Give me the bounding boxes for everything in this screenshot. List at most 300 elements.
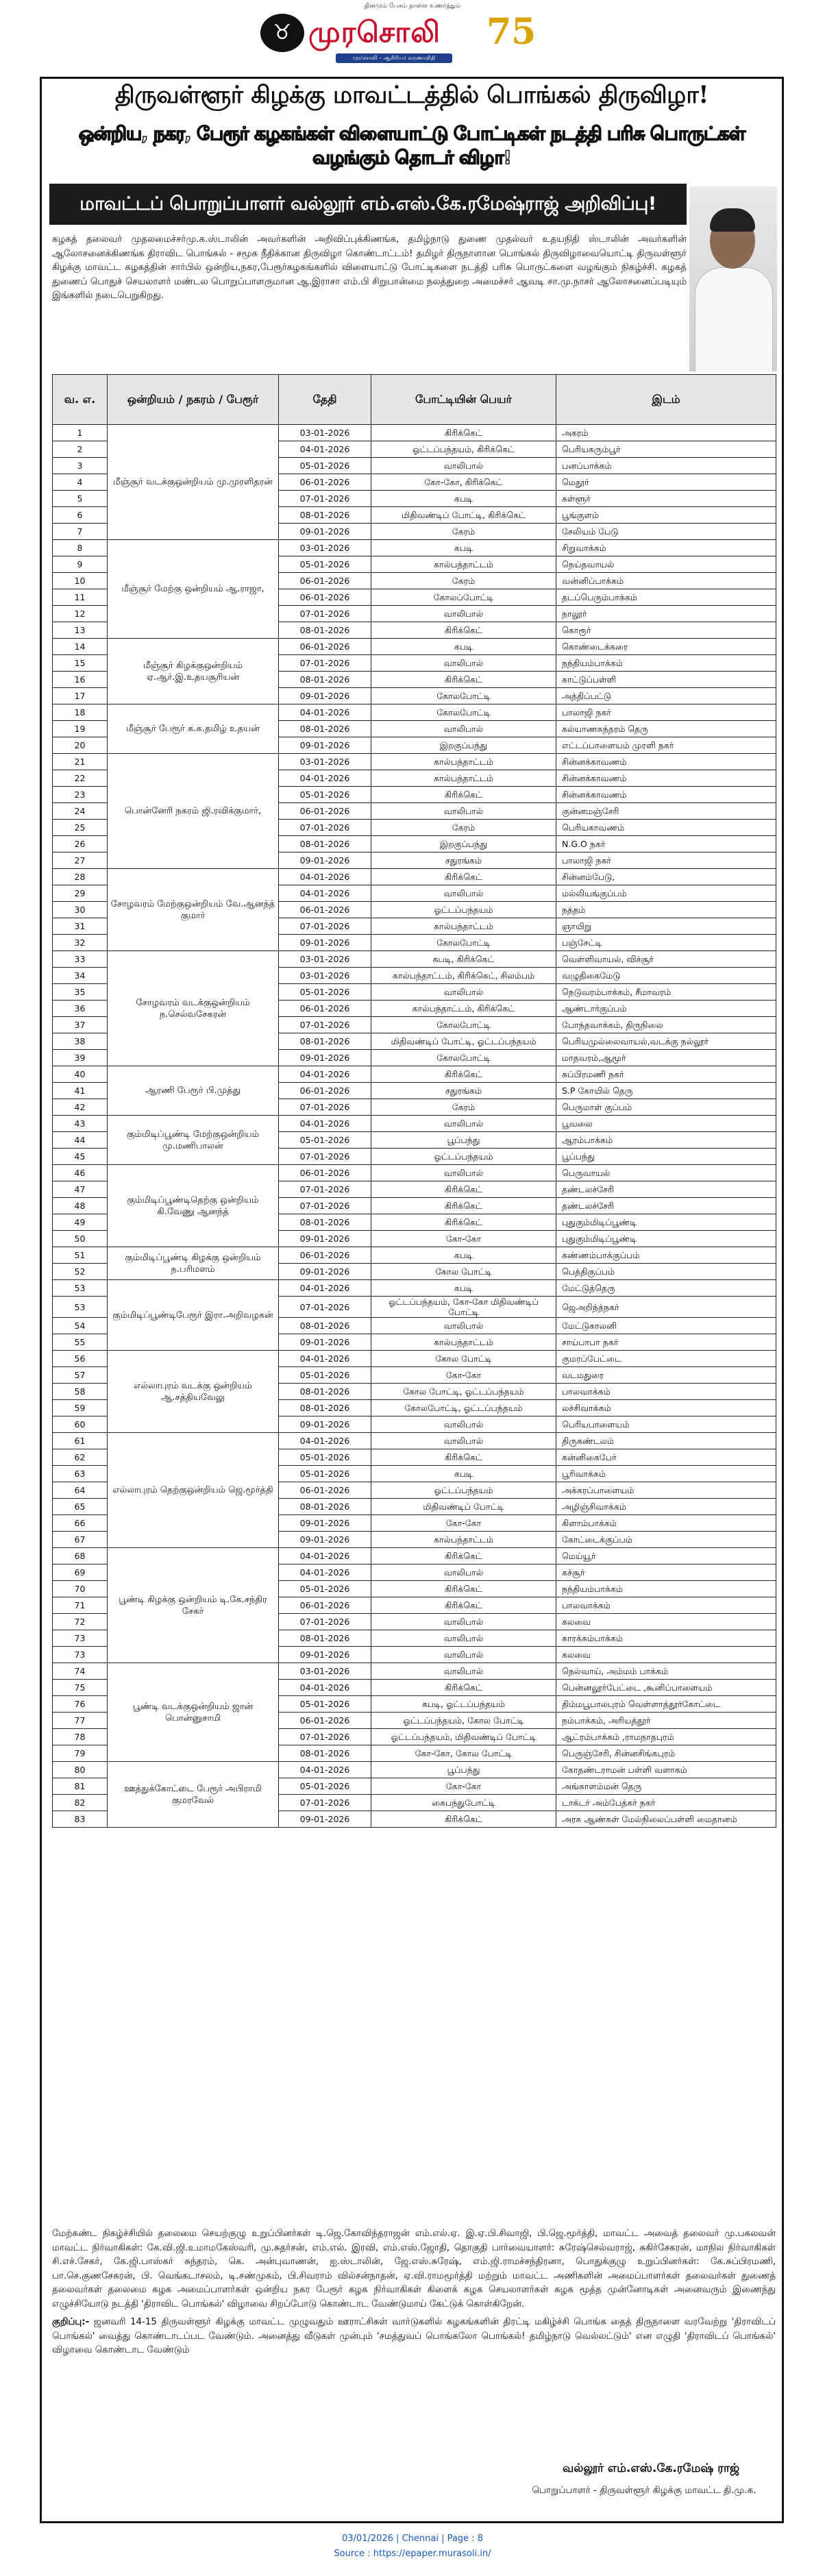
event-date: 09-01-2026 [279,1532,371,1548]
event-date: 08-01-2026 [279,1499,371,1515]
event-activity: வாலிபால் [371,458,556,474]
event-date: 06-01-2026 [279,902,371,918]
event-date: 09-01-2026 [279,1811,371,1828]
row-number: 73 [53,1630,108,1647]
event-date: 06-01-2026 [279,1165,371,1181]
event-venue: கலவை [556,1647,776,1663]
event-date: 05-01-2026 [279,787,371,803]
event-date: 04-01-2026 [279,1548,371,1565]
event-date: 07-01-2026 [279,491,371,507]
row-number: 53 [53,1297,108,1318]
event-date: 09-01-2026 [279,1515,371,1532]
source-bar [0,2531,825,2562]
event-date: 06-01-2026 [279,1597,371,1614]
event-venue: சின்னம்பேடு, [556,869,776,885]
event-date: 08-01-2026 [279,1318,371,1334]
row-number: 42 [53,1099,108,1116]
event-activity: கிரிக்கெட் [371,1597,556,1614]
event-date: 05-01-2026 [279,1778,371,1795]
event-venue: வெள்ளிவாயல், விச்சூர் [556,951,776,968]
district-name: மீஞ்சூர் வடக்குஒன்றியம் மு.முரளிதரன் [108,425,279,540]
event-date: 04-01-2026 [279,885,371,902]
event-venue: பாலாஜி நகர் [556,852,776,869]
row-number: 57 [53,1367,108,1384]
row-number: 58 [53,1384,108,1400]
event-date: 06-01-2026 [279,803,371,820]
event-activity: வாலிபால் [371,655,556,672]
event-date: 07-01-2026 [279,1017,371,1033]
event-date: 04-01-2026 [279,704,371,721]
row-number: 70 [53,1581,108,1597]
event-activity: கபடி [371,1247,556,1264]
event-venue: அகரம் [556,425,776,441]
event-venue: மேட்டுகாலனி [556,1318,776,1334]
event-activity: வாலிபால் [371,1630,556,1647]
row-number: 20 [53,737,108,754]
event-date: 07-01-2026 [279,1297,371,1318]
row-number: 27 [53,852,108,869]
event-activity: மிதிவண்டிப் போட்டி, ஓட்டப்பந்தயம் [371,1033,556,1050]
row-number: 65 [53,1499,108,1515]
signoff-title: பொறுப்பாளர் - திருவள்ளூர் கிழக்கு மாவட்ட தி.மு.க. [532,2485,756,2496]
event-activity: கிரிக்கெட் [371,1449,556,1466]
event-venue: பெத்திகுப்பம் [556,1264,776,1280]
event-date: 06-01-2026 [279,573,371,589]
event-date: 09-01-2026 [279,852,371,869]
row-number: 37 [53,1017,108,1033]
event-activity: கிரிக்கெட் [371,1214,556,1231]
event-venue: ஆண்டார்குப்பம் [556,1001,776,1017]
event-date: 04-01-2026 [279,1066,371,1083]
row-number: 67 [53,1532,108,1548]
event-date: 07-01-2026 [279,1795,371,1811]
event-date: 04-01-2026 [279,1351,371,1367]
event-activity: கபடி [371,1466,556,1482]
row-number: 71 [53,1597,108,1614]
event-activity: கிரிக்கெட் [371,1680,556,1696]
masthead-strip: முரசொலி – ஆசிரியர் கருணாநிதி [336,53,452,63]
district-name: மீஞ்சூர் பேரூர் க.சு.தமிழ் உதயன் [108,704,279,754]
row-number: 79 [53,1745,108,1762]
event-activity: வாலிபால் [371,1565,556,1581]
event-venue: மேட்டுத்தெரு [556,1280,776,1297]
masthead [260,11,565,66]
district-name: கும்மிடிப்பூண்டிதெற்கு ஒன்றியம் கி.வேணு ஆனந்த் [108,1165,279,1247]
row-number: 54 [53,1318,108,1334]
header-activity: போட்டியின் பெயர் [371,375,556,425]
event-activity: வாலிபால் [371,1116,556,1132]
event-activity: கோலபோட்டி [371,935,556,951]
footer-note [52,2316,776,2358]
event-date: 07-01-2026 [279,1181,371,1198]
source-link[interactable]: Source : https://epaper.murasoli.in/ [334,2549,491,2559]
row-number: 66 [53,1515,108,1532]
intro-paragraph: கழகத் தலைவர் முதலமைச்சர்மு.க.ஸ்டாலின் அவர்களின் அறிவிப்புக்கிணங்க, தமிழ்நாடு துணை முதல்வர் உதயநிதி ஸ்டாலின் அவர்களின் ஆலோசனைக்கிணங்க திராவிட பொங்கல் - சமூக நீதிக்கான திருவிழா கொண்டாட்டம்! தமிழர் திருநாளான பொங்கல் திருவிழாவையொட்டி திருவள்ளூர் கிழக்கு மாவட்ட கழகத்தின் சார்பில் ஒன்றிய,நகர,பேரூர்கழகங்களில் விளையாட்டு போட்டிகளை நடத்தி பரிசு பொருட்களை வழங்கும் நிகழ்ச்சி. கழகத் துணைப் பொதுச் செயலாளர் மண்டல பொறுப்பாளருமான ஆ.இராசா எம்.பி சிறுபான்மை நலத்துறை அமைச்சர் ஆவடி சா.மு.நாசர் ஆலோசனைப்படியும் இங்களில் நடைபெறுகிறது. [52,234,687,301]
event-activity: கோலப்போட்டி [371,589,556,606]
event-date: 08-01-2026 [279,721,371,737]
footer-paragraph-2: ஜனவரி 14-15 திருவள்ளூர் கிழக்கு மாவட்ட முழுவதும் ஊராட்சிகள் வார்டுகளில் கழகங்களின் திரட்டி மகிழ்ச்சி பொங்க தைத் திருநாளை வரவேற்று 'திராவிடப் பொங்கல்' வைத்து கொண்டாடப்பட வேண்டும். அனைத்து வீடுகள் முன்பும் 'சமத்துவப் பொங்கலோ பொங்கல்! தமிழ்நாடு வெல்லட்டும்' என எழுதி 'திராவிடப் பொங்கல்' விழாவை கொண்டாட வேண்டும் [52,2317,776,2355]
event-venue: கொண்டைக்கரை [556,639,776,655]
event-date: 04-01-2026 [279,869,371,885]
row-number: 26 [53,836,108,852]
row-number: 30 [53,902,108,918]
event-activity: கோலபோட்டி [371,688,556,704]
district-name: எல்லாபுரம் வடக்கு ஒன்றியம் ஆ.சத்தியவேலு [108,1351,279,1433]
event-date: 04-01-2026 [279,1762,371,1778]
row-number: 55 [53,1334,108,1351]
table-row [53,754,776,770]
event-date: 05-01-2026 [279,1581,371,1597]
event-venue: ஞாயிறு [556,918,776,935]
row-number: 46 [53,1165,108,1181]
event-date: 08-01-2026 [279,836,371,852]
event-venue: சிறுவாக்கம் [556,540,776,556]
row-number: 81 [53,1778,108,1795]
event-date: 03-01-2026 [279,951,371,968]
row-number: 25 [53,820,108,836]
row-number: 17 [53,688,108,704]
event-venue: வழுதிகைமேடு [556,968,776,984]
event-activity: கோலபோட்டி [371,1050,556,1066]
row-number: 74 [53,1663,108,1680]
event-activity: கிரிக்கெட் [371,787,556,803]
event-date: 06-01-2026 [279,1083,371,1099]
district-name: எல்லாபுரம் தெற்குஒன்றியம் ஜெ.மூர்த்தி [108,1433,279,1548]
event-venue: அழிஞ்சிவாக்கம் [556,1499,776,1515]
event-date: 04-01-2026 [279,1680,371,1696]
event-date: 09-01-2026 [279,1334,371,1351]
event-activity: கபடி [371,540,556,556]
row-number: 59 [53,1400,108,1416]
event-activity: கேரம் [371,820,556,836]
event-activity: வாலிபால் [371,984,556,1001]
row-number: 13 [53,622,108,639]
table-header-row [53,375,776,425]
event-date: 07-01-2026 [279,1614,371,1630]
anniversary-badge: 75 [487,11,537,53]
event-activity: வாலிபால் [371,1433,556,1449]
event-venue: லச்சிவாக்கம் [556,1400,776,1416]
notice-subtitle: ஒன்றிய, நகர, பேரூர் கழகங்கள் விளையாட்டு போட்டிகள் நடத்தி பரிசு பொருட்கள் வழங்கும் தொடர் விழா! [78,123,746,169]
masthead-tagline: தினமும் பேசும் நாளை உணர்த்தும் [364,3,461,10]
event-activity: கிரிக்கெட் [371,1181,556,1198]
event-activity: கிரிக்கெட் [371,425,556,441]
event-date: 03-01-2026 [279,1663,371,1680]
event-venue: சேலியம் பேடு [556,524,776,540]
event-activity: கால்பந்தாட்டம் [371,1334,556,1351]
event-activity: சதுரங்கம் [371,1083,556,1099]
event-activity: கிரிக்கெட் [371,1198,556,1214]
event-activity: கோல போட்டி [371,1264,556,1280]
table-row [53,1762,776,1778]
row-number: 60 [53,1416,108,1433]
event-date: 05-01-2026 [279,1367,371,1384]
event-venue: அக்கரப்பாளையம் [556,1482,776,1499]
event-activity: கோ-கோ [371,1778,556,1795]
event-venue: S.P கோயில் தெரு [556,1083,776,1099]
event-activity: கபடி, கிரிக்கெட் [371,951,556,968]
event-date: 06-01-2026 [279,1001,371,1017]
event-venue: சாய்பாபா நகர் [556,1334,776,1351]
event-activity: வாலிபால் [371,885,556,902]
event-venue: அங்காளம்மன் தெரு [556,1778,776,1795]
row-number: 73 [53,1647,108,1663]
event-activity: வாலிபால் [371,803,556,820]
row-number: 52 [53,1264,108,1280]
event-activity: வாலிபால் [371,1165,556,1181]
event-date: 03-01-2026 [279,754,371,770]
event-activity: கோ-கோ [371,1367,556,1384]
event-activity: மிதிவண்டிப் போட்டி [371,1499,556,1515]
event-activity: ஓட்டப்பந்தயம் [371,1482,556,1499]
event-activity: பூப்பந்து [371,1132,556,1149]
event-date: 09-01-2026 [279,1647,371,1663]
header-district: ஒன்றியம் / நகரம் / பேரூர் [108,375,279,425]
event-venue: கண்ணம்பாக்குப்பம் [556,1247,776,1264]
event-activity: கேரம் [371,573,556,589]
event-date: 04-01-2026 [279,1116,371,1132]
event-activity: ஓட்டப்பந்தயம் [371,902,556,918]
table-row [53,951,776,968]
event-activity: கால்பந்தாட்டம் [371,754,556,770]
row-number: 78 [53,1729,108,1745]
row-number: 64 [53,1482,108,1499]
event-venue: கோதண்டராமன் பள்ளி வளாகம் [556,1762,776,1778]
row-number: 45 [53,1149,108,1165]
event-activity: கோ-கோ [371,1515,556,1532]
row-number: 15 [53,655,108,672]
event-venue: கன்னிகைபேர் [556,1449,776,1466]
event-activity: கபடி [371,1280,556,1297]
event-venue: N.G.O நகர் [556,836,776,852]
event-date: 06-01-2026 [279,474,371,491]
event-activity: கோலபோட்டி, ஓட்டப்பந்தயம் [371,1400,556,1416]
event-activity: கிரிக்கெட் [371,1811,556,1828]
event-venue: பென்னலூர்பேட்டை ,கூனிப்பாளையம் [556,1680,776,1696]
event-venue: மெதூர் [556,474,776,491]
header-no: வ. எ. [53,375,108,425]
event-date: 04-01-2026 [279,770,371,787]
event-venue: மல்லியங்குப்பம் [556,885,776,902]
event-venue: டாக்டர் அம்பேத்கர் நகர் [556,1795,776,1811]
event-venue: ஜெஅறிந்த்நகர் [556,1297,776,1318]
event-date: 03-01-2026 [279,540,371,556]
event-activity: கேரம் [371,1099,556,1116]
event-activity: வாலிபால் [371,606,556,622]
table-row [53,540,776,556]
row-number: 11 [53,589,108,606]
event-date: 04-01-2026 [279,1433,371,1449]
event-venue: நெடுவரம்பாக்கம், சீமாவரம் [556,984,776,1001]
event-venue: பெரியகரும்பூர் [556,441,776,458]
event-venue: பூங்குளம் [556,507,776,524]
district-name: பூண்டி வடக்குஒன்றியம் ஜான் பொன்னுசாமி [108,1663,279,1762]
event-activity: இறகுப்பந்து [371,836,556,852]
row-number: 40 [53,1066,108,1083]
event-venue: ஆரம்பாக்கம் [556,1132,776,1149]
event-date: 05-01-2026 [279,1449,371,1466]
row-number: 38 [53,1033,108,1050]
district-name: கும்மிடிப்பூண்டி மேற்குஒன்றியம் மு.மணிபாலன் [108,1116,279,1165]
event-venue: குமரப்பேட்டை [556,1351,776,1367]
row-number: 43 [53,1116,108,1132]
event-venue: சின்னக்காவணம் [556,787,776,803]
event-venue: பெரியபாளையம் [556,1416,776,1433]
event-activity: கோலபோட்டி [371,1017,556,1033]
event-activity: கிரிக்கெட் [371,1581,556,1597]
event-date: 07-01-2026 [279,1729,371,1745]
event-date: 05-01-2026 [279,1466,371,1482]
event-venue: புதுகும்மிடிப்பூண்டி [556,1214,776,1231]
row-number: 4 [53,474,108,491]
row-number: 72 [53,1614,108,1630]
row-number: 48 [53,1198,108,1214]
event-venue: எட்டப்பாளையம் முரளி நகர் [556,737,776,754]
event-venue: மாதவரம்,ஆமூர் [556,1050,776,1066]
event-venue: நெல்வாய், அம்மம் பாக்கம் [556,1663,776,1680]
event-activity: கால்பந்தாட்டம் [371,556,556,573]
event-venue: மெய்யூர் [556,1548,776,1565]
event-date: 03-01-2026 [279,968,371,984]
footer-text [52,2227,776,2358]
row-number: 69 [53,1565,108,1581]
event-date: 07-01-2026 [279,820,371,836]
row-number: 2 [53,441,108,458]
event-venue: பூவலை [556,1116,776,1132]
notice-banner: மாவட்டப் பொறுப்பாளர் வல்லூர் எம்.எஸ்.கே.ரமேஷ்ராஜ் அறிவிப்பு! [49,184,687,225]
district-name: மீஞ்சூர் கிழக்குஒன்றியம் ஏ.ஆர்.இ.உதயசூரியன் [108,639,279,704]
event-date: 08-01-2026 [279,1214,371,1231]
row-number: 35 [53,984,108,1001]
header-venue: இடம் [556,375,776,425]
event-venue: கல்யாணசுந்தரம் தெரு [556,721,776,737]
event-activity: கேரம் [371,524,556,540]
event-venue: வடமதுரை [556,1367,776,1384]
event-activity: கால்பந்தாட்டம் [371,770,556,787]
table-row [53,1548,776,1565]
table-row [53,1663,776,1680]
row-number: 16 [53,672,108,688]
row-number: 1 [53,425,108,441]
district-name: மீஞ்சூர் மேற்கு ஒன்றியம் ஆ.ராஜா, [108,540,279,639]
row-number: 41 [53,1083,108,1099]
event-date: 05-01-2026 [279,984,371,1001]
row-number: 8 [53,540,108,556]
footer-paragraph-1: மேற்கண்ட நிகழ்ச்சியில் தலைமை செயற்குழு உறுப்பினர்கள் டி.ஜெ.கோவிந்தராஜன் எம்.எல்.ஏ. இ.ஏ.பி.சிவாஜி, பி.ஜெ.மூர்த்தி, மாவட்ட அவைத் தலைவர் மு.பகலவன் மாவட்ட நிர்வாகிகள்: கே.வி.ஜி.உமாமகேஸ்வரி, மு.சுதர்சன், எம்.எல். இரவி, எம்.எஸ்.ஜோதி, தொகுதி பார்வையாளர்: சுரேஷ்செல்வராஜ், சுகிர்சேகரன், மாநில நிர்வாகிகள் சி.எச்.சேகர், கே.ஜி.பாஸ்கர் சுந்தரம், கெ. அன்புவாணன், ஐ.ஸ்டாலின், ஜே.எஸ்.சுரேஷ், எம்.ஜி.ராமச்சந்திரனா, பொதுக்குழு உறுப்பினர்கள்: கே.சுப்பிரமணி, பா.செ.குணசேகரன், பி. வெங்கடாசலம், டி.சண்முகம், பி.சிவராம் வில்சன்நாதன், ஏ.வி.ராமமூர்த்தி மற்றும் மாவட்ட அணிகளின் அமைப்பாளர்கள் தலைவர்கள் துணைத் தலைவர்கள் தலைமை கழக அமைப்பாளர்கள் ஒன்றிய நகர பேரூர் கழக நிர்வாகிகள் கிளைக் கழக செயலாளர்கள் கழக மூத்த முன்னோடிகள் அனைவரும் இணைந்து எழுச்சியோடு நடத்தி 'திராவிட பொங்கல்' விழாவை சிறப்போடு கொண்டாட வேண்டுமாய் கேட்டுக் கொள்கிறேன். [52,2229,776,2309]
event-date: 06-01-2026 [279,589,371,606]
event-date: 09-01-2026 [279,1264,371,1280]
row-number: 80 [53,1762,108,1778]
row-number: 51 [53,1247,108,1264]
event-date: 09-01-2026 [279,935,371,951]
event-venue: நத்தம் [556,902,776,918]
row-number: 39 [53,1050,108,1066]
row-number: 36 [53,1001,108,1017]
event-venue: திம்மபூபாலபுரம் வெள்ளாத்தூர்கோட்டை [556,1696,776,1713]
event-date: 06-01-2026 [279,639,371,655]
event-activity: மிதிவண்டிப் போட்டி, கிரிக்கெட் [371,507,556,524]
event-venue: போந்தவாக்கம், திருநிலை [556,1017,776,1033]
event-venue: பெருவாயல் [556,1165,776,1181]
row-number: 10 [53,573,108,589]
event-venue: வன்னிப்பாக்கம் [556,573,776,589]
row-number: 21 [53,754,108,770]
event-date: 08-01-2026 [279,622,371,639]
event-venue: அரசு ஆண்கள் மேல்நிலைப்பள்ளி மைதானம் [556,1811,776,1828]
event-date: 09-01-2026 [279,737,371,754]
district-name: கும்மிடிப்பூண்டிபேரூர் இரா.அறிவழகன் [108,1280,279,1351]
event-venue: பெருமாள் குப்பம் [556,1099,776,1116]
event-activity: கால்பந்தாட்டம் [371,918,556,935]
event-activity: பூப்பந்து [371,1762,556,1778]
event-activity: கோல போட்டி [371,1351,556,1367]
district-name: ஊத்துக்கோட்டை பேரூர் அபிராமி குமரவேல் [108,1762,279,1828]
event-venue: கள்ளூர் [556,491,776,507]
event-venue: குன்னமஞ்சேரி [556,803,776,820]
event-date: 09-01-2026 [279,1231,371,1247]
row-number: 19 [53,721,108,737]
district-name: ஆரணி பேரூர் பி.முத்து [108,1066,279,1116]
row-number: 68 [53,1548,108,1565]
event-venue: ஆட்ரம்பாக்கம் ,ராமநாதபுரம் [556,1729,776,1745]
row-number: 82 [53,1795,108,1811]
row-number: 34 [53,968,108,984]
event-activity: கிரிக்கெட் [371,1066,556,1083]
district-name: சோழவரம் வடக்குஒன்றியம் ந.செல்வசேகரன் [108,951,279,1066]
row-number: 62 [53,1449,108,1466]
table-row [53,1247,776,1264]
event-activity: வாலிபால் [371,1318,556,1334]
district-name: பொன்னேரி நகரம் ஜி.ரவிக்குமார், [108,754,279,869]
event-venue: கோட்டைக்குப்பம் [556,1532,776,1548]
event-venue: நந்தியம்பாக்கம் [556,1581,776,1597]
event-activity: ஓட்டப்பந்தயம், கோ-கோ மிதிவண்டிப் போட்டி [371,1297,556,1318]
event-venue: நாலூர் [556,606,776,622]
row-number: 22 [53,770,108,787]
notice-title: திருவள்ளூர் கிழக்கு மாவட்டத்தில் பொங்கல் திருவிழா! [115,81,709,109]
table-row [53,1165,776,1181]
event-date: 05-01-2026 [279,556,371,573]
event-activity: வாலிபால் [371,1416,556,1433]
event-venue: கொரூர் [556,622,776,639]
event-date: 08-01-2026 [279,1384,371,1400]
event-venue: பெரியகாவணம் [556,820,776,836]
row-number: 53 [53,1280,108,1297]
event-date: 07-01-2026 [279,918,371,935]
event-date: 05-01-2026 [279,1696,371,1713]
event-activity: கால்பந்தாட்டம், கிரிக்கெட் [371,1001,556,1017]
row-number: 7 [53,524,108,540]
event-venue: தண்டலச்சேரி [556,1181,776,1198]
header-date: தேதி [279,375,371,425]
event-venue: பனப்பாக்கம் [556,458,776,474]
row-number: 56 [53,1351,108,1367]
event-venue: சுப்பிரமணி நகர் [556,1066,776,1083]
event-activity: கோல போட்டி, ஓட்டப்பந்தயம் [371,1384,556,1400]
table-row [53,425,776,441]
row-number: 28 [53,869,108,885]
table-row [53,704,776,721]
row-number: 9 [53,556,108,573]
table-row [53,1351,776,1367]
row-number: 50 [53,1231,108,1247]
event-date: 06-01-2026 [279,1713,371,1729]
event-venue: நம்பாக்கம், அரியத்தூர் [556,1713,776,1729]
row-number: 63 [53,1466,108,1482]
row-number: 12 [53,606,108,622]
row-number: 23 [53,787,108,803]
event-date: 09-01-2026 [279,1050,371,1066]
